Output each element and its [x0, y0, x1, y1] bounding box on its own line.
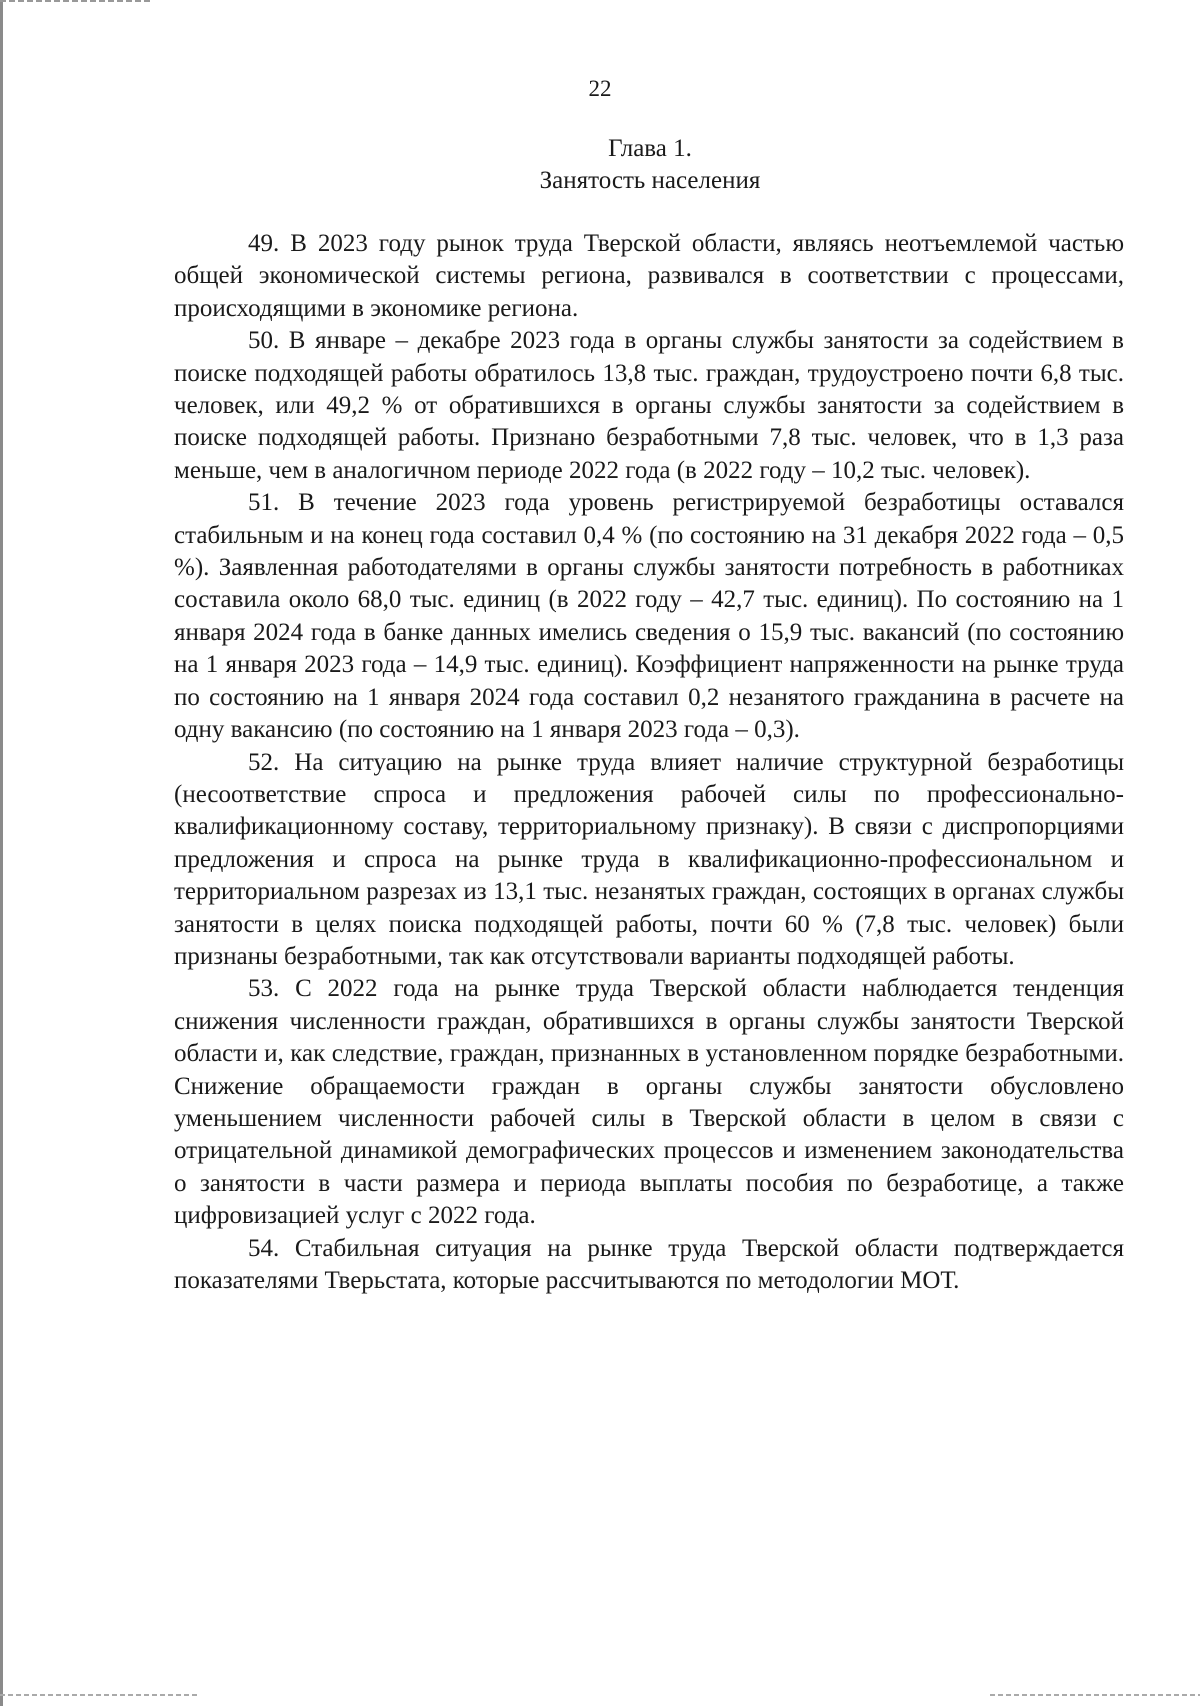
scan-border-bottom-right — [990, 1694, 1200, 1696]
paragraph-50: 50. В январе – декабре 2023 года в органы службы занятости за содействием в поиске подходящей работы обратилось 13,8 тыс. граждан, трудоустроено почти 6,8 тыс. человек, или 49,2 % от обратившихся в органы службы занятости за содействием в поиске подходящей работы. Признано безработными 7,8 тыс. человек, что в 1,3 раза меньше, чем в аналогичном периоде 2022 года (в 2022 году – 10,2 тыс. человек). — [174, 327, 1124, 484]
document-body — [174, 228, 1124, 1297]
chapter-heading: Глава 1. — [608, 135, 692, 162]
scan-border-bottom — [0, 1694, 200, 1696]
page-number: 22 — [588, 76, 612, 101]
paragraph-52: 52. На ситуацию на рынке труда влияет наличие структурной безработицы (несоответствие спроса и предложения рабочей силы по профессионально-квалификационному составу, территориальному признаку). В связи с диспропорциями предложения и спроса на рынке труда в квалификационно-профессиональном и территориальном разрезах из 13,1 тыс. незанятых граждан, состоящих в органах службы занятости в целях поиска подходящей работы, почти 60 % (7,8 тыс. человек) были признаны безработными, так как отсутствовали варианты подходящей работы. — [174, 748, 1124, 970]
paragraph-51: 51. В течение 2023 года уровень регистрируемой безработицы оставался стабильным и на конец года составил 0,4 % (по состоянию на 31 декабря 2022 года – 0,5 %). Заявленная работодателями в органы службы занятости потребность в работниках составила около 68,0 тыс. единиц (в 2022 году – 42,7 тыс. единиц). По состоянию на 1 января 2024 года в банке данных имелись сведения о 15,9 тыс. вакансий (по состоянию на 1 января 2023 года – 14,9 тыс. единиц). Коэффициент напряженности на рынке труда по состоянию на 1 января 2024 года составил 0,2 незанятого гражданина в расчете на одну вакансию (по состоянию на 1 января 2023 года – 0,3). — [174, 489, 1124, 744]
chapter-title: Занятость населения — [539, 167, 761, 194]
paragraph-49: 49. В 2023 году рынок труда Тверской области, являясь неотъемлемой частью общей экономической системы региона, развивался в соответствии с процессами, происходящими в экономике региона. — [174, 230, 1124, 322]
paragraph-53: 53. С 2022 года на рынке труда Тверской области наблюдается тенденция снижения численности граждан, обратившихся в органы службы занятости Тверской области и, как следствие, граждан, признанных в установленном порядке безработными. Снижение обращаемости граждан в органы службы занятости обусловлено уменьшением численности рабочей силы в Тверской области в целом в связи с отрицательной динамикой демографических процессов и изменением законодательства о занятости в части размера и периода выплаты пособия по безработице, а также цифровизацией услуг с 2022 года. — [174, 975, 1124, 1230]
paragraph-54: 54. Стабильная ситуация на рынке труда Тверской области подтверждается показателями Тверьстата, которые рассчитываются по методологии МОТ. — [174, 1234, 1124, 1294]
scan-border-top — [0, 0, 150, 2]
scan-border-left — [0, 0, 3, 1706]
